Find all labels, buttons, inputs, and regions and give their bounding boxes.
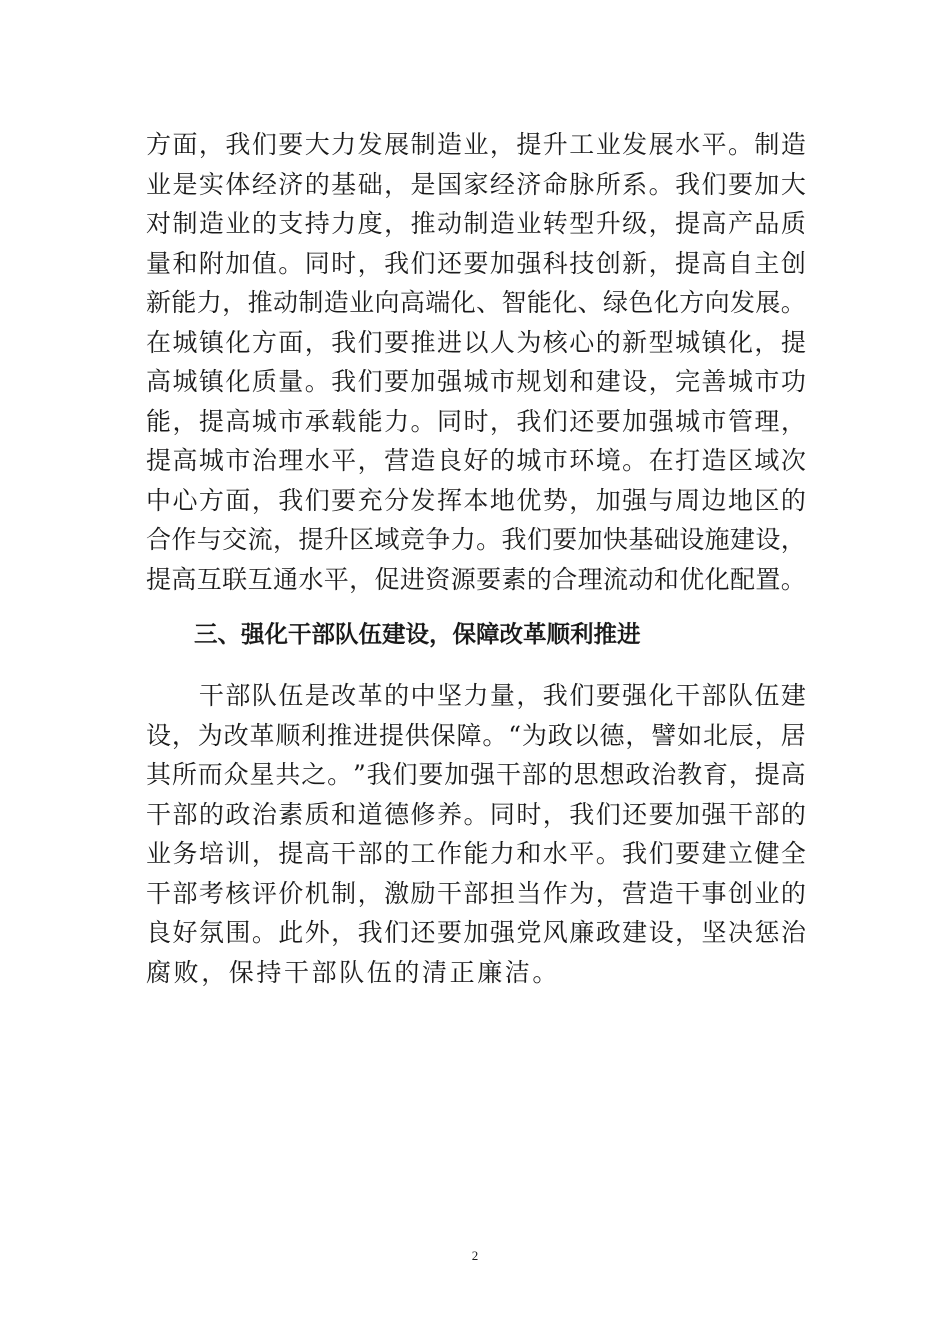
body-paragraph-lower (146, 676, 806, 992)
body-paragraph-upper (146, 125, 806, 599)
text-line: 良 好 氛 围 。 此 外 ， 我 们 还 要 加 强 党 风 廉 政 建 设 ， 坚 决 惩 治 (146, 918, 806, 947)
text-line: 合 作 与 交 流 ， 提 升 区 域 竞 争 力 。 我 们 要 加 快 基 础 设 施 建 设 ， (146, 525, 806, 554)
text-line: 其 所 而 众 星 共 之 。 ” 我 们 要 加 强 干 部 的 思 想 政 治 教 育 ， 提 高 (146, 760, 806, 789)
text-line: 提 高 城 市 治 理 水 平 ， 营 造 良 好 的 城 市 环 境 。 在 打 造 区 域 次 (146, 446, 806, 475)
text-line: 干 部 的 政 治 素 质 和 道 德 修 养 。 同 时 ， 我 们 还 要 加 强 干 部 的 (146, 799, 806, 829)
text-line: 在 城 镇 化 方 面 ， 我 们 要 推 进 以 人 为 核 心 的 新 型 城 镇 化 ， 提 (146, 327, 806, 357)
text-line: 量 和 附 加 值 。 同 时 ， 我 们 还 要 加 强 科 技 创 新 ， 提 高 自 主 创 (146, 248, 806, 278)
text-line: 中 心 方 面 ， 我 们 要 充 分 发 挥 本 地 优 势 ， 加 强 与 周 边 地 区 的 (146, 485, 806, 515)
text-line: 干 部 队 伍 是 改 革 的 中 坚 力 量 ， 我 们 要 强 化 干 部 队 伍 建 (198, 681, 806, 710)
text-line: 设 ， 为 改 革 顺 利 推 进 提 供 保 障 。 “ 为 政 以 德 ， 譬 如 北 辰 ， 居 (146, 720, 806, 750)
text-line: 新 能 力 ， 推 动 制 造 业 向 高 端 化 、 智 能 化 、 绿 色 化 方 向 发 展 。 (146, 288, 806, 317)
text-line: 能 ， 提 高 城 市 承 载 能 力 。 同 时 ， 我 们 还 要 加 强 城 市 管 理 ， (146, 406, 806, 436)
text-line: 方 面 ， 我 们 要 大 力 发 展 制 造 业 ， 提 升 工 业 发 展 水 平 。 制 造 (146, 130, 806, 159)
page-number: 2 (471, 1248, 479, 1263)
text-line: 干 部 考 核 评 价 机 制 ， 激 励 干 部 担 当 作 为 ， 营 造 干 事 创 业 的 (146, 878, 806, 908)
text-line: 提 高 互 联 互 通 水 平 ， 促 进 资 源 要 素 的 合 理 流 动 和 优 化 配 置 。 (146, 564, 806, 594)
text-line: 高 城 镇 化 质 量 。 我 们 要 加 强 城 市 规 划 和 建 设 ， 完 善 城 市 功 (146, 367, 806, 396)
text-line: 对 制 造 业 的 支 持 力 度 ， 推 动 制 造 业 转 型 升 级 ， 提 高 产 品 质 (146, 209, 806, 238)
text-line: 业 务 培 训 ， 提 高 干 部 的 工 作 能 力 和 水 平 。 我 们 要 建 立 健 全 (146, 839, 806, 868)
text-line: 业 是 实 体 经 济 的 基 础 ， 是 国 家 经 济 命 脉 所 系 。 我 们 要 加 大 (146, 169, 806, 199)
section-heading: 三、强化干部队伍建设，保障改革顺利推进 (194, 620, 641, 648)
text-line: 腐败，保持干部队伍的清正廉洁。 (146, 957, 561, 987)
